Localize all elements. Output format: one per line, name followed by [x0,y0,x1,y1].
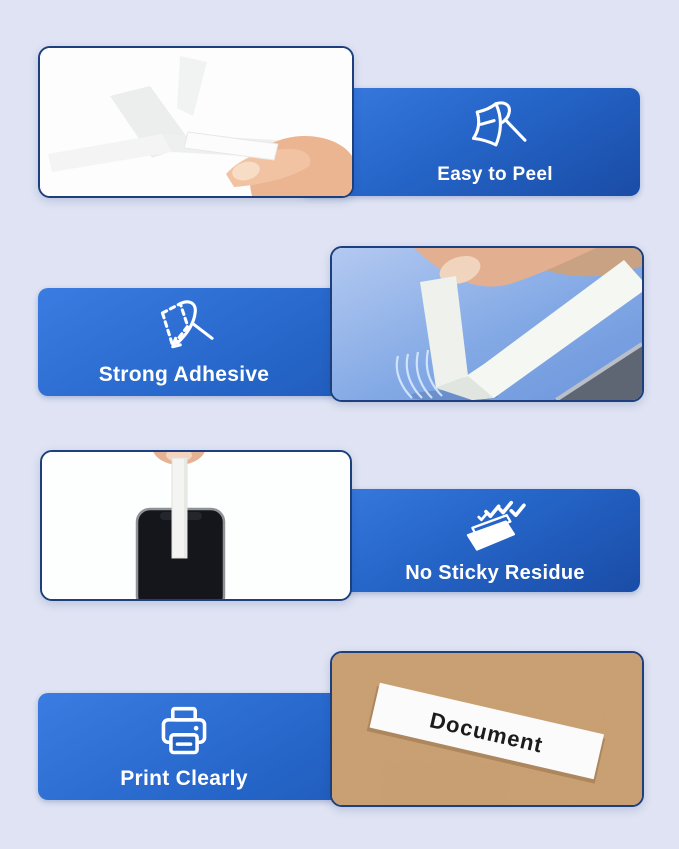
feature-content [358,489,632,592]
peel-label-icon [458,99,532,159]
printer-icon [154,702,214,762]
feature-content [38,693,330,800]
feature-label: No Sticky Residue [405,561,585,584]
feature-content [358,88,632,196]
feature-label: Strong Adhesive [98,362,270,386]
feature-content [38,288,330,396]
photo-adhesive-strip-pull [330,246,644,402]
adhesive-label-icon [147,298,221,358]
feature-label: Easy to Peel [437,163,553,185]
photo-document-label-on-kraft [330,651,644,807]
clean-peel-icon [457,497,533,557]
document-label-text: Document [427,707,546,758]
photo-label-peeled-from-phone [40,450,352,601]
feature-label: Print Clearly [120,767,248,790]
photo-hand-peeling-label [38,46,354,198]
